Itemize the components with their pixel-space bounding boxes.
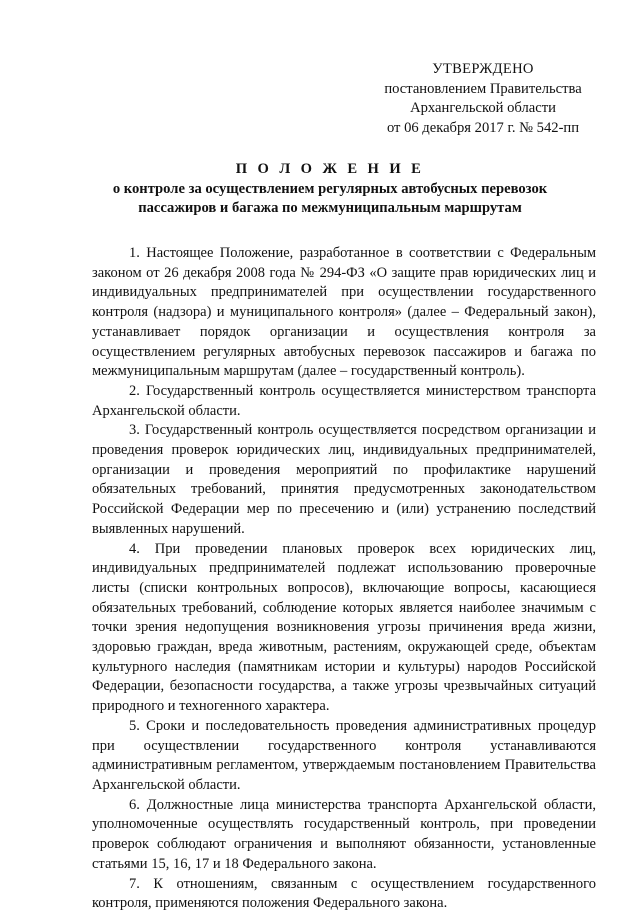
document-body [92,244,596,914]
paragraph-4: 4. При проведении плановых проверок всех юридических лиц, индивидуальных предпринимателей подлежат использованию проверочные листы (списки контрольных вопросов), включающие вопросы, касающиеся обязательных требований, соблюдение которых является наиболее значимым с точки зрения недопущения возникновения угрозы причинения вреда жизни, здоровью граждан, вреда животным, растениям, окружающей среде, объектам культурного наследия (памятникам истории и культуры) народов Российской Федерации, безопасности государства, а также угрозы чрезвычайных ситуаций природного и техногенного характера. [92,540,596,715]
document-subtitle-line-2: пассажиров и багажа по межмуниципальным маршрутам [138,200,522,216]
approval-line-resolution: постановлением Правительства [384,80,582,97]
approval-line-date: от 06 декабря 2017 г. № 542-пп [386,119,580,136]
paragraph-6: 6. Должностные лица министерства транспорта Архангельской области, уполномоченные осуществлять государственный контроль, при проведении проверок соблюдают ограничения и выполняют обязанности, установленные статьями 15, 16, 17 и 18 Федерального закона. [92,796,596,872]
approval-stamp [372,60,594,138]
paragraph-5: 5. Сроки и последовательность проведения административных процедур при осуществлении государственного контроля устанавливаются административным регламентом, утверждаемым постановлением Правительства Архангельской области. [92,717,596,793]
paragraph-2: 2. Государственный контроль осуществляется министерством транспорта Архангельской области. [92,382,596,419]
paragraph-3: 3. Государственный контроль осуществляется посредством организации и проведения проверок юридических лиц, индивидуальных предпринимателей, организации и проведения мероприятий по профилактике нарушений обязательных требований, принятия предусмотренных законодательством Российской Федерации мер по пресечению и (или) устранению последствий выявленных нарушений. [92,422,596,537]
document-title-block [60,160,600,219]
approval-line-region: Архангельской области [410,100,556,116]
document-heading: П О Л О Ж Е Н И Е [235,161,425,177]
document-subtitle-line-1: о контроле за осуществлением регулярных автобусных перевозок [112,180,548,197]
paragraph-1: 1. Настоящее Положение, разработанное в соответствии с Федеральным законом от 26 декабря 2008 года № 294-ФЗ «О защите прав юридических лиц и индивидуальных предпринимателей при осуществлении государственного контроля (надзора) и муниципального контроля» (далее – Федеральный закон), устанавливает порядок организации и осуществления контроля за осуществлением регулярных автобусных перевозок пассажиров и багажа по межмуниципальным маршрутам (далее – государственный контроль). [92,245,596,380]
approval-title: УТВЕРЖДЕНО [432,61,534,77]
paragraph-7: 7. К отношениям, связанным с осуществлением государственного контроля, применяются положения Федерального закона. [92,875,596,912]
